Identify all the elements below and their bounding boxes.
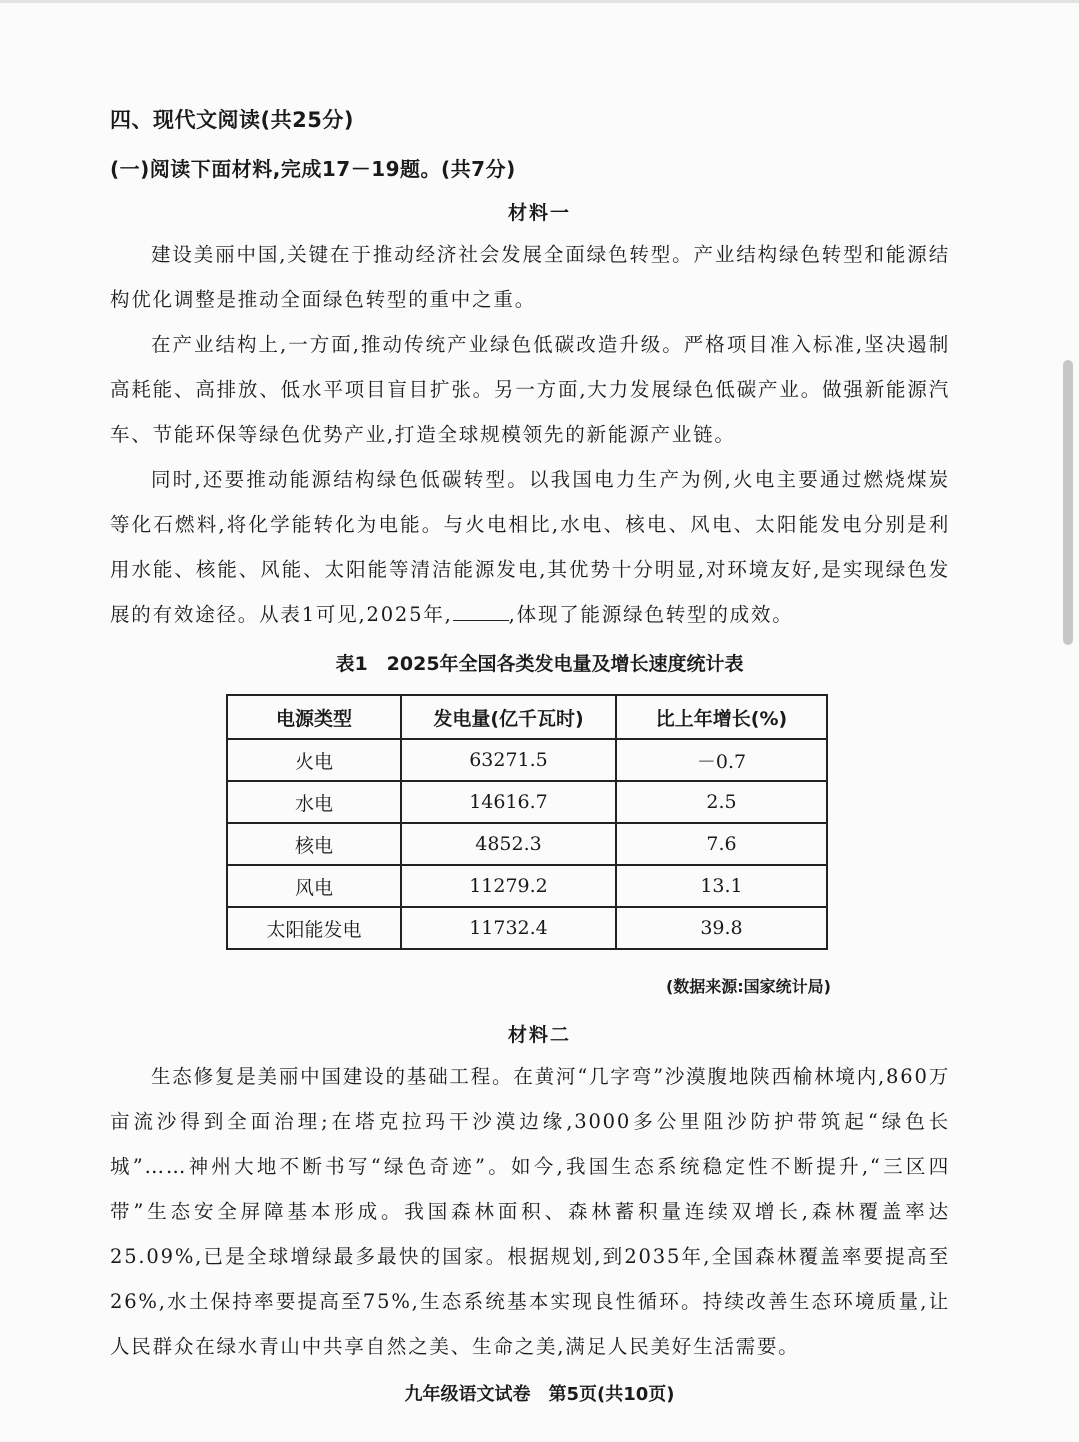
fill-in-blank[interactable] <box>453 620 509 621</box>
table-row <box>227 739 827 781</box>
question-instruction: (一)阅读下面材料,完成17－19题。(共7分) <box>110 157 516 181</box>
cell-type: 太阳能发电 <box>227 907 401 949</box>
cell-growth: 13.1 <box>616 865 827 907</box>
section-title: 四、现代文阅读(共25分) <box>110 108 354 132</box>
material1-paragraph-3 <box>110 457 950 637</box>
paragraph-3-text-a: 同时,还要推动能源结构绿色低碳转型。以我国电力生产为例,火电主要通过燃烧煤炭等化石燃料,将化学能转化为电能。与火电相比,水电、核电、风电、太阳能发电分别是利用水能、核能、风能、太阳能等清洁能源发电,其优势十分明显,对环境友好,是实现绿色发展的有效途径。从表1可见,2025年, <box>110 468 950 626</box>
table-row <box>227 865 827 907</box>
table-row <box>227 781 827 823</box>
power-generation-table <box>226 694 828 950</box>
table-row <box>227 823 827 865</box>
table-header-row <box>227 695 827 739</box>
cell-type: 核电 <box>227 823 401 865</box>
cell-output: 14616.7 <box>401 781 616 823</box>
cell-output: 11279.2 <box>401 865 616 907</box>
paragraph-3-text-b: ,体现了能源绿色转型的成效。 <box>508 603 794 626</box>
page-footer: 九年级语文试卷 第5页(共10页) <box>404 1384 675 1405</box>
material2-heading: 材料二 <box>507 1024 571 1046</box>
scrollbar-thumb[interactable] <box>1063 360 1073 645</box>
material2-paragraph-1: 生态修复是美丽中国建设的基础工程。在黄河“几字弯”沙漠腹地陕西榆林境内,860万亩流沙得到全面治理;在塔克拉玛干沙漠边缘,3000多公里阻沙防护带筑起“绿色长城”……神州大地不断书写“绿色奇迹”。如今,我国生态系统稳定性不断提升,“三区四带”生态安全屏障基本形成。我国森林面积、森林蓄积量连续双增长,森林覆盖率达25.09%,已是全球增绿最多最快的国家。根据规划,到2035年,全国森林覆盖率要提高至26%,水土保持率要提高至75%,生态系统基本实现良性循环。持续改善生态环境质量,让人民群众在绿水青山中共享自然之美、生命之美,满足人民美好生活需要。 <box>110 1065 950 1358</box>
material1-heading: 材料一 <box>507 202 571 224</box>
header-type: 电源类型 <box>227 695 401 739</box>
table-row <box>227 907 827 949</box>
cell-type: 火电 <box>227 739 401 781</box>
data-source-note: (数据来源:国家统计局) <box>665 977 831 996</box>
cell-growth: －0.7 <box>616 739 827 781</box>
header-growth: 比上年增长(%) <box>616 695 827 739</box>
cell-growth: 39.8 <box>616 907 827 949</box>
material1-paragraph-1: 建设美丽中国,关键在于推动经济社会发展全面绿色转型。产业结构绿色转型和能源结构优化调整是推动全面绿色转型的重中之重。 <box>110 243 950 311</box>
cell-type: 水电 <box>227 781 401 823</box>
cell-growth: 7.6 <box>616 823 827 865</box>
cell-type: 风电 <box>227 865 401 907</box>
top-edge <box>0 0 1079 3</box>
cell-output: 11732.4 <box>401 907 616 949</box>
cell-growth: 2.5 <box>616 781 827 823</box>
material1-paragraph-2: 在产业结构上,一方面,推动传统产业绿色低碳改造升级。严格项目准入标准,坚决遏制高耗能、高排放、低水平项目盲目扩张。另一方面,大力发展绿色低碳产业。做强新能源汽车、节能环保等绿色优势产业,打造全球规模领先的新能源产业链。 <box>110 333 950 446</box>
table-caption: 表1 2025年全国各类发电量及增长速度统计表 <box>335 653 744 675</box>
header-output: 发电量(亿千瓦时) <box>401 695 616 739</box>
cell-output: 63271.5 <box>401 739 616 781</box>
cell-output: 4852.3 <box>401 823 616 865</box>
